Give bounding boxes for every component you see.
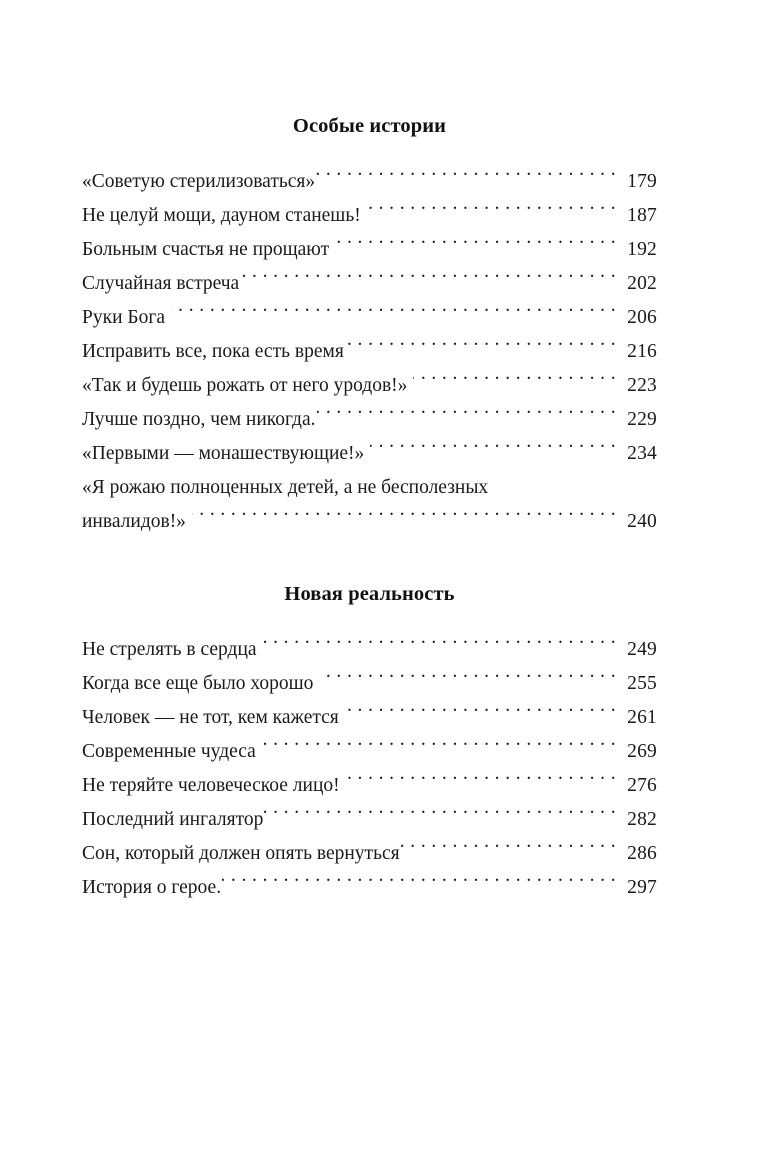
leader-dots — [319, 670, 616, 690]
toc-entry-title: «Первыми — монашествующие!» — [82, 443, 365, 464]
toc-entry-page: 276 — [627, 775, 657, 796]
leader-dots — [222, 874, 616, 894]
toc-entry[interactable] — [82, 471, 657, 539]
toc-entry[interactable] — [82, 701, 657, 735]
toc-entry-page: 249 — [627, 639, 657, 660]
toc-entry[interactable] — [82, 335, 657, 369]
toc-entry-title: Больным счастья не прощают — [82, 239, 330, 260]
toc-entry[interactable] — [82, 735, 657, 769]
leader-dots — [240, 270, 616, 290]
toc-entry-title: Исправить все, пока есть время — [82, 341, 344, 362]
leader-dots — [345, 704, 616, 724]
toc-entry-page: 179 — [627, 171, 657, 192]
toc-entry-page: 216 — [627, 341, 657, 362]
toc-entry-page: 202 — [627, 273, 657, 294]
toc-entry-list — [82, 165, 657, 539]
toc-entry[interactable] — [82, 769, 657, 803]
leader-dots — [317, 406, 617, 426]
toc-entry-title: История о герое. — [82, 877, 222, 898]
leader-dots — [401, 840, 616, 860]
toc-entry[interactable] — [82, 301, 657, 335]
toc-entry-title: Случайная встреча — [82, 273, 240, 294]
toc-entry-title: Руки Бога — [82, 307, 165, 328]
toc-entry-page: 223 — [627, 375, 657, 396]
leader-dots — [335, 236, 616, 256]
toc-entry-title-line2: инвалидов!» — [82, 511, 186, 532]
toc-content — [82, 0, 657, 905]
toc-entry[interactable] — [82, 437, 657, 471]
leader-dots — [413, 372, 616, 392]
leader-dots — [345, 338, 616, 358]
toc-entry[interactable] — [82, 199, 657, 233]
toc-entry-list — [82, 633, 657, 905]
toc-entry[interactable] — [82, 267, 657, 301]
toc-entry-title: Последний ингалятор — [82, 809, 264, 830]
toc-entry-page: 282 — [627, 809, 657, 830]
toc-entry[interactable] — [82, 667, 657, 701]
toc-entry-title: Лучше поздно, чем никогда. — [82, 409, 316, 430]
toc-entry-title-line1: «Я рожаю полноценных детей, а не бесполезных — [82, 477, 489, 498]
toc-entry-title: «Советую стерилизоваться» — [82, 171, 316, 192]
toc-entry-page: 297 — [627, 877, 657, 898]
toc-entry[interactable] — [82, 403, 657, 437]
leader-dots — [370, 440, 616, 460]
leader-dots — [362, 202, 616, 222]
leader-dots — [264, 806, 616, 826]
leader-dots — [192, 508, 616, 528]
toc-entry[interactable] — [82, 803, 657, 837]
toc-entry[interactable] — [82, 369, 657, 403]
section-heading: Новая реальность — [284, 583, 455, 605]
toc-entry-page: 234 — [627, 443, 657, 464]
toc-entry-title: Человек — не тот, кем кажется — [82, 707, 339, 728]
leader-dots — [258, 636, 616, 656]
toc-section — [82, 539, 657, 905]
toc-entry-page: 206 — [627, 307, 657, 328]
toc-entry-page: 187 — [627, 205, 657, 226]
toc-entry-title: Когда все еще было хорошо — [82, 673, 314, 694]
toc-entry-page: 255 — [627, 673, 657, 694]
toc-entry[interactable] — [82, 165, 657, 199]
toc-entry-title: Не стрелять в сердца — [82, 639, 257, 660]
toc-entry-title: Современные чудеса — [82, 741, 256, 762]
toc-entry-page: 229 — [627, 409, 657, 430]
toc-entry[interactable] — [82, 233, 657, 267]
toc-entry-page: 261 — [627, 707, 657, 728]
toc-entry[interactable] — [82, 871, 657, 905]
toc-entry-page: 269 — [627, 741, 657, 762]
leader-dots — [171, 304, 616, 324]
section-heading: Особые истории — [292, 115, 447, 137]
leader-dots — [316, 168, 616, 188]
toc-entry-page: 192 — [627, 239, 657, 260]
leader-dots — [257, 738, 616, 758]
toc-section — [82, 0, 657, 539]
toc-entry[interactable] — [82, 633, 657, 667]
toc-entry-title: Не теряйте человеческое лицо! — [82, 775, 340, 796]
toc-entry-title: Не целуй мощи, дауном станешь! — [82, 205, 361, 226]
leader-dots — [341, 772, 616, 792]
toc-entry-title: Сон, который должен опять вернуться — [82, 843, 400, 864]
toc-entry-title: «Так и будешь рожать от него уродов!» — [82, 375, 408, 396]
toc-entry[interactable] — [82, 837, 657, 871]
toc-entry-page: 240 — [627, 511, 657, 532]
toc-entry-page: 286 — [627, 843, 657, 864]
